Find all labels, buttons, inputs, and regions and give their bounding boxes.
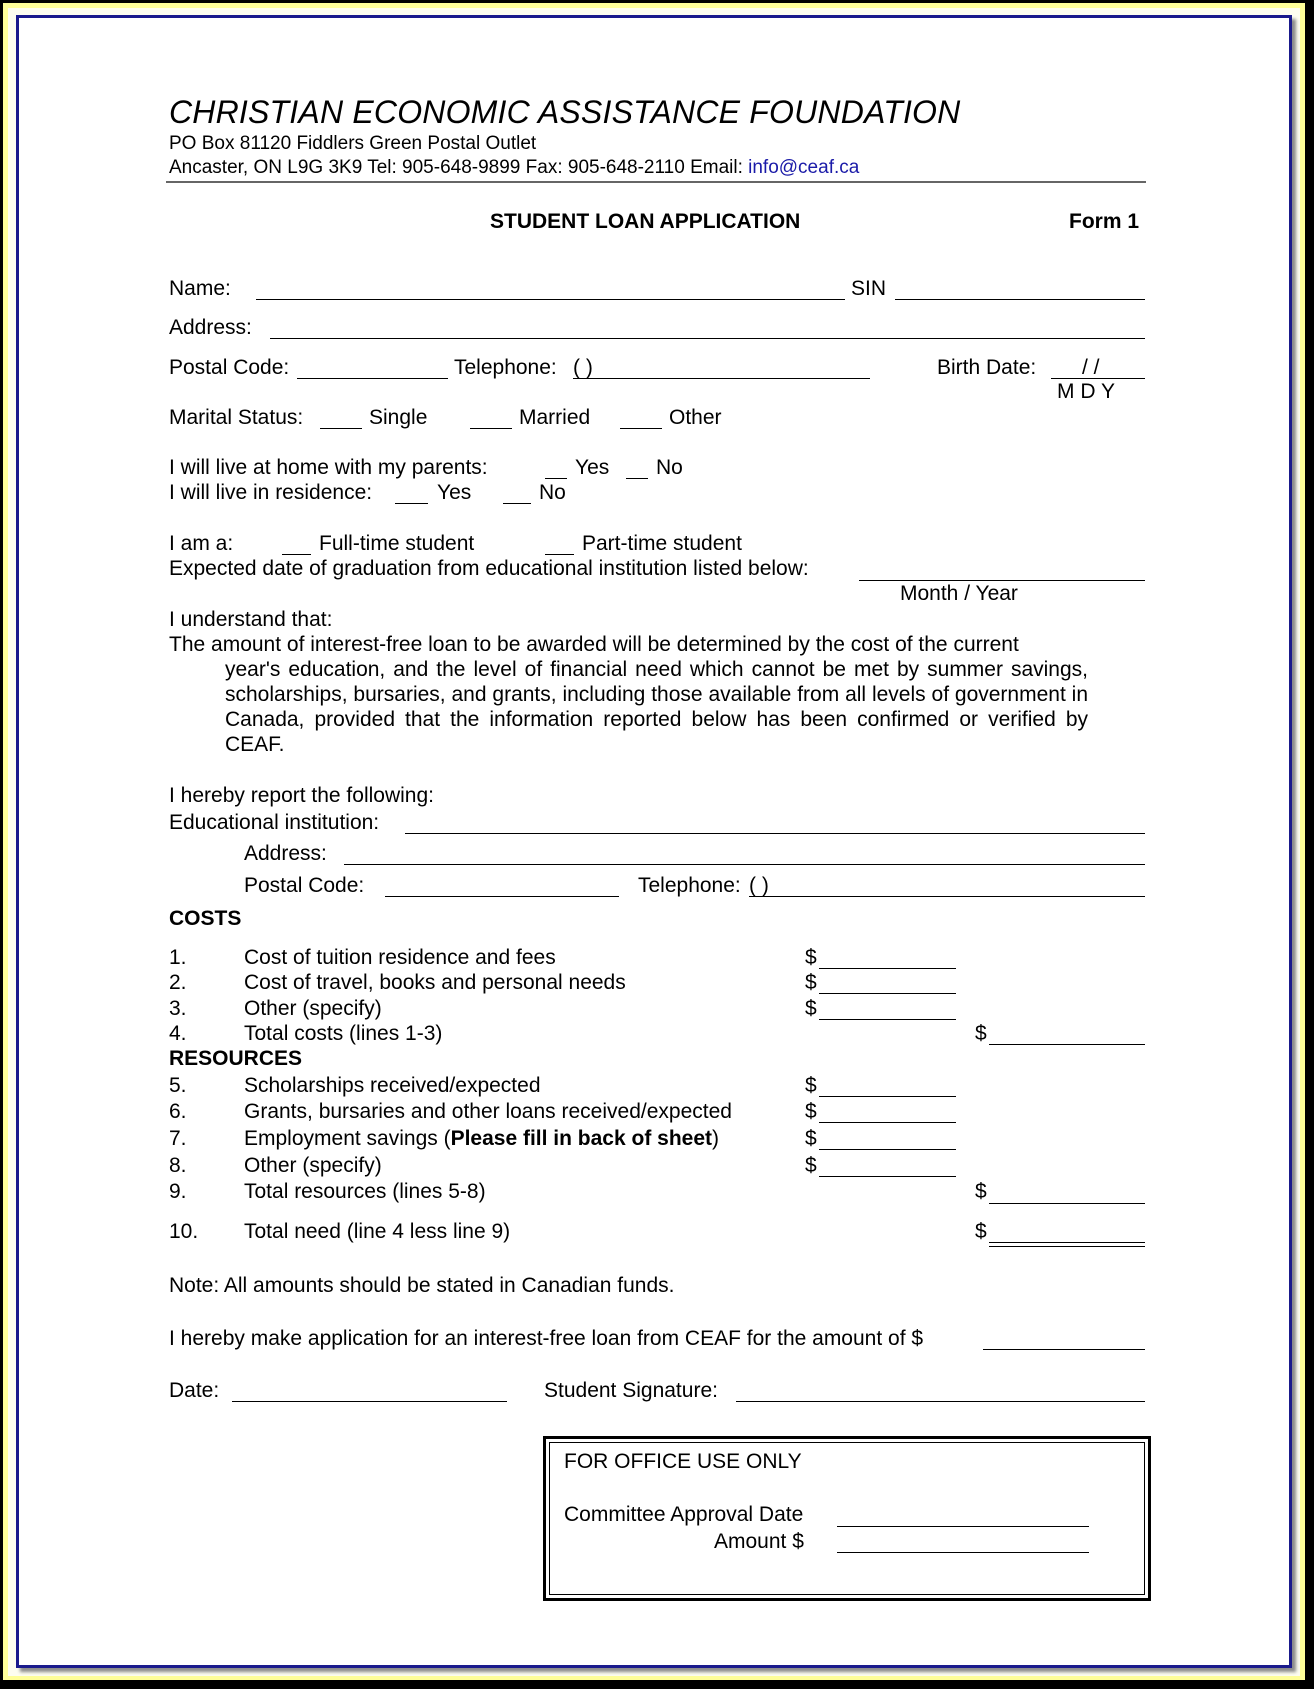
org-name: CHRISTIAN ECONOMIC ASSISTANCE FOUNDATION bbox=[169, 94, 961, 130]
cost-total-currency: $ bbox=[975, 1022, 987, 1045]
full-time-blank[interactable] bbox=[282, 554, 311, 555]
resource-8-currency: $ bbox=[805, 1154, 817, 1177]
sin-label: SIN bbox=[851, 277, 887, 300]
live-home-yes: Yes bbox=[575, 456, 610, 479]
institution-name-label: Educational institution: bbox=[169, 811, 380, 834]
marital-married-option: Married bbox=[519, 406, 591, 429]
institution-telephone-label: Telephone: bbox=[638, 874, 741, 897]
resource-6-label: Grants, bursaries and other loans received/expected bbox=[244, 1100, 732, 1123]
address-field[interactable] bbox=[270, 338, 1145, 339]
resource-total-label: Total resources (lines 5-8) bbox=[244, 1180, 486, 1203]
resource-5-currency: $ bbox=[805, 1074, 817, 1097]
birth-date-separators: / / bbox=[1082, 356, 1100, 379]
office-amount-label: Amount $ bbox=[714, 1530, 804, 1553]
marital-married-blank[interactable] bbox=[470, 428, 512, 429]
cost-total-num: 4. bbox=[169, 1022, 187, 1045]
sin-field[interactable] bbox=[895, 299, 1145, 300]
need-num: 10. bbox=[169, 1220, 199, 1243]
approval-date-field[interactable] bbox=[837, 1526, 1089, 1527]
report-intro: I hereby report the following: bbox=[169, 784, 434, 807]
birth-date-field[interactable] bbox=[1051, 378, 1145, 379]
resource-total-num: 9. bbox=[169, 1180, 187, 1203]
resource-total-field[interactable] bbox=[989, 1203, 1145, 1204]
resource-6-num: 6. bbox=[169, 1100, 187, 1123]
cost-2-num: 2. bbox=[169, 971, 187, 994]
telephone-area-code: ( ) bbox=[573, 356, 593, 379]
student-signature-label: Student Signature: bbox=[544, 1379, 718, 1402]
cost-total-label: Total costs (lines 1-3) bbox=[244, 1022, 443, 1045]
resource-6-field[interactable] bbox=[819, 1122, 956, 1123]
live-home-no: No bbox=[656, 456, 683, 479]
resource-8-label: Other (specify) bbox=[244, 1154, 382, 1177]
marital-status-label: Marital Status: bbox=[169, 406, 304, 429]
postal-code-field[interactable] bbox=[297, 378, 448, 379]
postal-code-label: Postal Code: bbox=[169, 356, 290, 379]
name-field[interactable] bbox=[256, 299, 845, 300]
cost-1-label: Cost of tuition residence and fees bbox=[244, 946, 556, 969]
institution-telephone-area: ( ) bbox=[749, 874, 769, 897]
live-residence-label: I will live in residence: bbox=[169, 481, 373, 504]
cost-1-num: 1. bbox=[169, 946, 187, 969]
resource-7-currency: $ bbox=[805, 1127, 817, 1150]
institution-address-field[interactable] bbox=[344, 864, 1145, 865]
resource-7-num: 7. bbox=[169, 1127, 187, 1150]
marital-single-blank[interactable] bbox=[320, 428, 362, 429]
resource-total-currency: $ bbox=[975, 1180, 987, 1203]
institution-address-label: Address: bbox=[244, 842, 327, 865]
cost-3-field[interactable] bbox=[819, 1019, 956, 1020]
resource-5-field[interactable] bbox=[819, 1096, 956, 1097]
costs-heading: COSTS bbox=[169, 907, 242, 930]
cost-2-currency: $ bbox=[805, 971, 817, 994]
date-field[interactable] bbox=[232, 1401, 507, 1402]
marital-single-option: Single bbox=[369, 406, 428, 429]
institution-postal-field[interactable] bbox=[385, 896, 619, 897]
cost-2-label: Cost of travel, books and personal needs bbox=[244, 971, 626, 994]
office-use-heading: FOR OFFICE USE ONLY bbox=[564, 1450, 802, 1473]
resources-heading: RESOURCES bbox=[169, 1047, 303, 1070]
graduation-date-field[interactable] bbox=[859, 580, 1145, 581]
resource-7-label-suffix: ) bbox=[712, 1127, 720, 1150]
understanding-body: year's education, and the level of financial need which cannot be met by summer savings, scholarships, bursaries, and grants, including those available from all levels of government in Canada, provided that the information reported below has been confirmed or verified by CEAF. bbox=[225, 658, 1088, 756]
birth-date-format: M D Y bbox=[1057, 380, 1115, 403]
canadian-funds-note: Note: All amounts should be stated in Canadian funds. bbox=[169, 1274, 675, 1297]
graduation-format: Month / Year bbox=[900, 582, 1018, 605]
live-home-no-blank[interactable] bbox=[626, 478, 648, 479]
cost-3-label: Other (specify) bbox=[244, 997, 382, 1020]
understanding-heading: I understand that: bbox=[169, 608, 333, 631]
form-title: STUDENT LOAN APPLICATION bbox=[490, 210, 801, 233]
org-address-line1: PO Box 81120 Fiddlers Green Postal Outlet bbox=[169, 133, 537, 154]
student-signature-field[interactable] bbox=[736, 1401, 1145, 1402]
cost-3-num: 3. bbox=[169, 997, 187, 1020]
live-home-yes-blank[interactable] bbox=[545, 478, 567, 479]
org-contact: Ancaster, ON L9G 3K9 Tel: 905-648-9899 Fax: 905-648-2110 Email: bbox=[169, 157, 749, 178]
resource-7-field[interactable] bbox=[819, 1149, 956, 1150]
cost-2-field[interactable] bbox=[819, 993, 956, 994]
marital-other-option: Other bbox=[669, 406, 722, 429]
part-time-option: Part-time student bbox=[582, 532, 742, 555]
live-residence-no-blank[interactable] bbox=[503, 503, 531, 504]
institution-name-field[interactable] bbox=[405, 833, 1145, 834]
full-time-option: Full-time student bbox=[319, 532, 475, 555]
resource-7-label bbox=[244, 1127, 719, 1151]
resource-7-label-prefix: Employment savings ( bbox=[244, 1127, 451, 1150]
telephone-label: Telephone: bbox=[454, 356, 557, 379]
need-label: Total need (line 4 less line 9) bbox=[244, 1220, 511, 1243]
resource-7-label-bold: Please fill in back of sheet bbox=[450, 1127, 713, 1150]
application-amount-field[interactable] bbox=[983, 1349, 1145, 1350]
cost-1-field[interactable] bbox=[819, 968, 956, 969]
cost-3-currency: $ bbox=[805, 997, 817, 1020]
need-field[interactable] bbox=[989, 1242, 1145, 1247]
resource-6-currency: $ bbox=[805, 1100, 817, 1123]
office-amount-field[interactable] bbox=[837, 1552, 1089, 1553]
marital-other-blank[interactable] bbox=[620, 428, 662, 429]
birth-date-label: Birth Date: bbox=[937, 356, 1037, 379]
part-time-blank[interactable] bbox=[545, 554, 574, 555]
header-divider bbox=[166, 181, 1146, 183]
live-home-label: I will live at home with my parents: bbox=[169, 456, 488, 479]
application-statement: I hereby make application for an interest-free loan from CEAF for the amount of $ bbox=[169, 1327, 924, 1350]
graduation-label: Expected date of graduation from educational institution listed below: bbox=[169, 557, 809, 580]
institution-postal-label: Postal Code: bbox=[244, 874, 365, 897]
live-residence-yes: Yes bbox=[437, 481, 472, 504]
live-residence-yes-blank[interactable] bbox=[395, 503, 428, 504]
understanding-first-line: The amount of interest-free loan to be awarded will be determined by the cost of the current bbox=[169, 633, 1019, 656]
org-address-line2 bbox=[169, 157, 859, 179]
resource-5-label: Scholarships received/expected bbox=[244, 1074, 541, 1097]
email-link[interactable]: info@ceaf.ca bbox=[748, 157, 860, 178]
telephone-field[interactable] bbox=[573, 378, 870, 379]
cost-1-currency: $ bbox=[805, 946, 817, 969]
approval-date-label: Committee Approval Date bbox=[564, 1503, 804, 1526]
resource-5-num: 5. bbox=[169, 1074, 187, 1097]
resource-8-num: 8. bbox=[169, 1154, 187, 1177]
address-label: Address: bbox=[169, 316, 252, 339]
name-label: Name: bbox=[169, 277, 231, 300]
live-residence-no: No bbox=[539, 481, 566, 504]
date-label: Date: bbox=[169, 1379, 220, 1402]
form-number: Form 1 bbox=[1069, 210, 1140, 233]
cost-total-field[interactable] bbox=[989, 1044, 1145, 1045]
institution-telephone-field[interactable] bbox=[749, 896, 1145, 897]
resource-8-field[interactable] bbox=[819, 1176, 956, 1177]
need-currency: $ bbox=[975, 1220, 987, 1243]
student-type-label: I am a: bbox=[169, 532, 234, 555]
